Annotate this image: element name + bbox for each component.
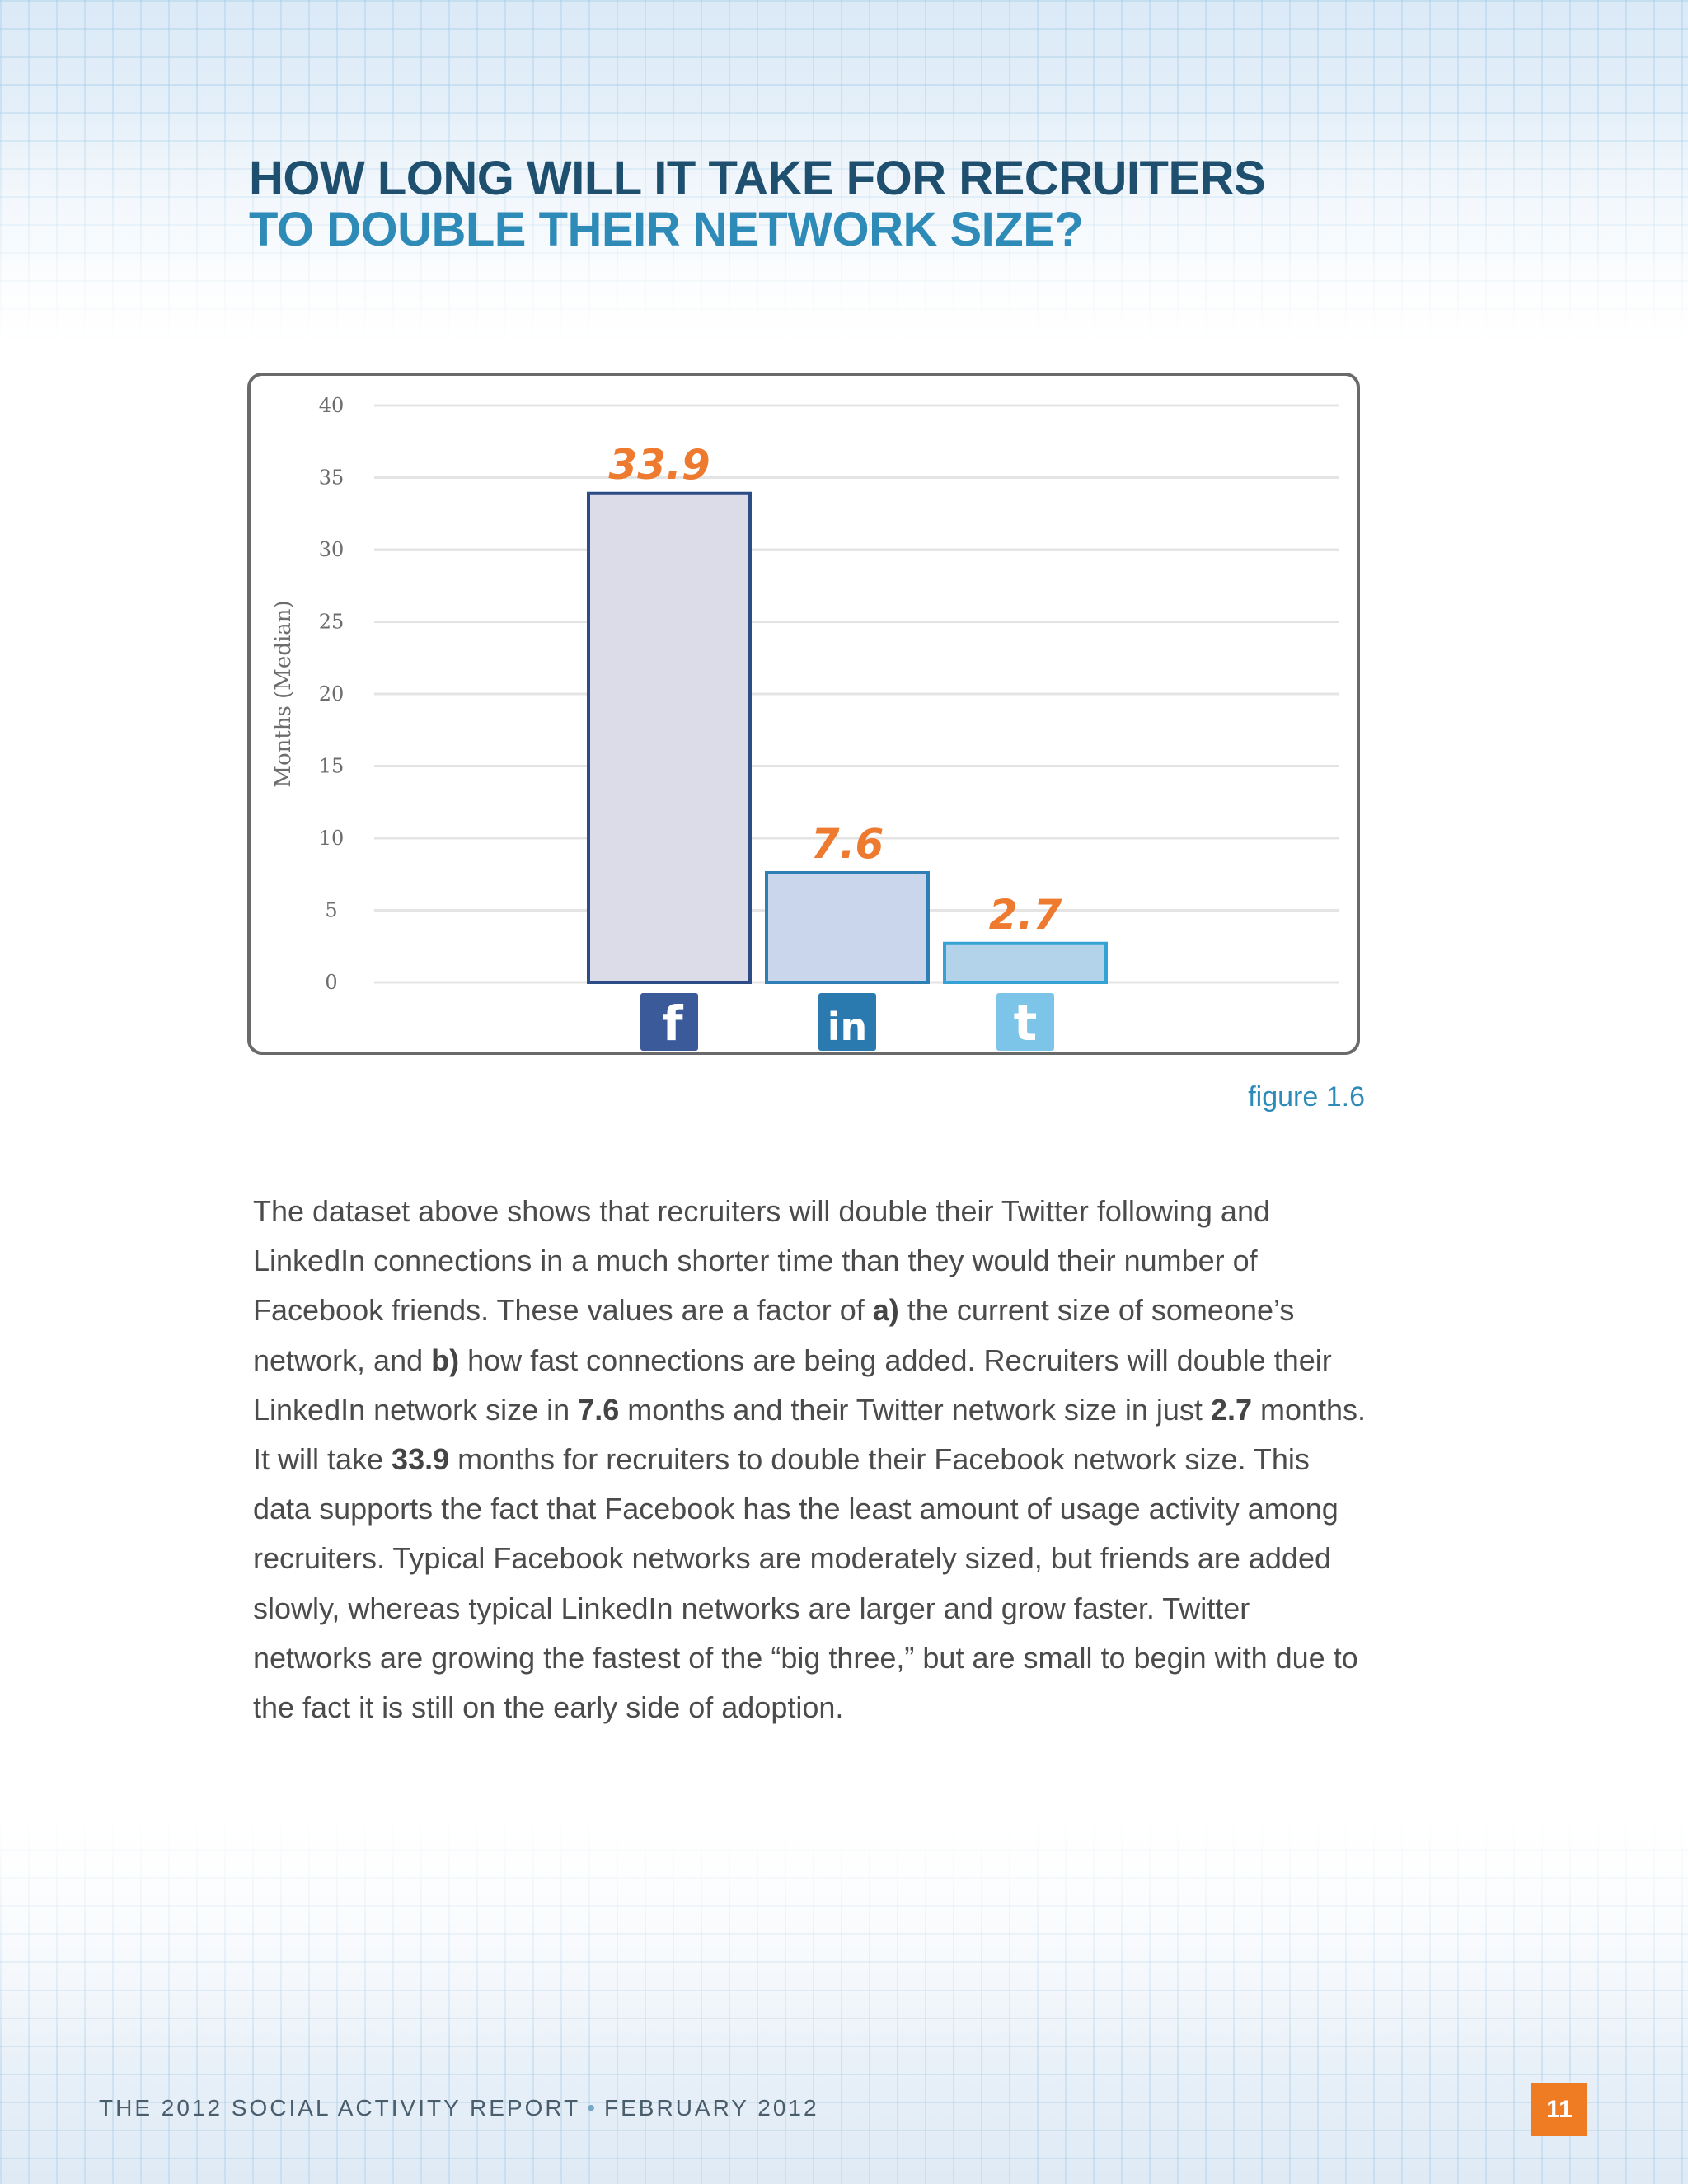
body-text-6: months for recruiters to double their Facebook network size. This data supports the fact that Facebook has the least amount of usage activity among recruiters. Typical Facebook networks are moderately sized, but friends are added slowly, whereas typical LinkedIn networks are larger and grow faster. Twitter networks are growing the fastest of the “big three,” but are small to begin with due to the fact it is still on the early side of adoption. bbox=[253, 1442, 1358, 1725]
y-axis-title: Months (Median) bbox=[271, 600, 296, 788]
bar-linkedin bbox=[767, 873, 928, 982]
y-tick-label: 30 bbox=[318, 538, 345, 561]
y-tick-label: 40 bbox=[318, 394, 345, 417]
footer-date: FEBRUARY 2012 bbox=[604, 2095, 819, 2121]
icon-glyph: t bbox=[1013, 995, 1038, 1052]
body-bold-a: a) bbox=[872, 1293, 899, 1328]
body-text-4: months and their Twitter network size in just bbox=[619, 1392, 1211, 1427]
icon-glyph: f bbox=[662, 996, 683, 1052]
y-tick-label: 20 bbox=[318, 682, 345, 705]
body-text-5: months. It will take bbox=[253, 1392, 1367, 1477]
body-value-linkedin: 7.6 bbox=[578, 1392, 620, 1427]
body-text-3: how fast connections are being added. Recruiters will double their LinkedIn network size in bbox=[253, 1343, 1332, 1427]
body-paragraph bbox=[253, 1187, 1374, 1732]
body-text-2: the current size of someone’s network, and bbox=[253, 1293, 1295, 1377]
page-title bbox=[249, 153, 1265, 255]
footer bbox=[99, 2095, 819, 2121]
y-tick-label: 35 bbox=[318, 466, 345, 490]
data-label-facebook: 33.9 bbox=[608, 440, 710, 489]
bar-twitter bbox=[945, 944, 1106, 982]
data-label-twitter: 2.7 bbox=[988, 890, 1062, 939]
chart-container bbox=[247, 373, 1360, 1055]
y-tick-label: 25 bbox=[318, 610, 345, 634]
body-bold-b: b) bbox=[431, 1343, 460, 1377]
data-label-linkedin: 7.6 bbox=[810, 820, 884, 868]
y-tick-label: 15 bbox=[318, 754, 345, 778]
page-number: 11 bbox=[1531, 2083, 1587, 2136]
title-line-2: TO DOUBLE THEIR NETWORK SIZE? bbox=[249, 203, 1084, 256]
body-text-1: The dataset above shows that recruiters will double their Twitter following and LinkedIn connections in a much shorter time than they would their number of Facebook friends. These values are a factor of bbox=[253, 1194, 1270, 1328]
body-value-twitter: 2.7 bbox=[1210, 1392, 1252, 1427]
y-tick-label: 10 bbox=[318, 827, 345, 850]
footer-report-title: THE 2012 SOCIAL ACTIVITY REPORT bbox=[99, 2095, 581, 2121]
icon-glyph: in bbox=[827, 1005, 868, 1049]
body-value-facebook: 33.9 bbox=[392, 1442, 450, 1477]
y-tick-label: 0 bbox=[325, 971, 338, 994]
figure-caption: figure 1.6 bbox=[1248, 1081, 1365, 1113]
bar-facebook bbox=[588, 494, 750, 982]
y-tick-label: 5 bbox=[325, 898, 338, 922]
title-line-1: HOW LONG WILL IT TAKE FOR RECRUITERS bbox=[249, 152, 1266, 205]
footer-separator: • bbox=[587, 2095, 598, 2121]
bar-chart bbox=[251, 376, 1357, 1052]
